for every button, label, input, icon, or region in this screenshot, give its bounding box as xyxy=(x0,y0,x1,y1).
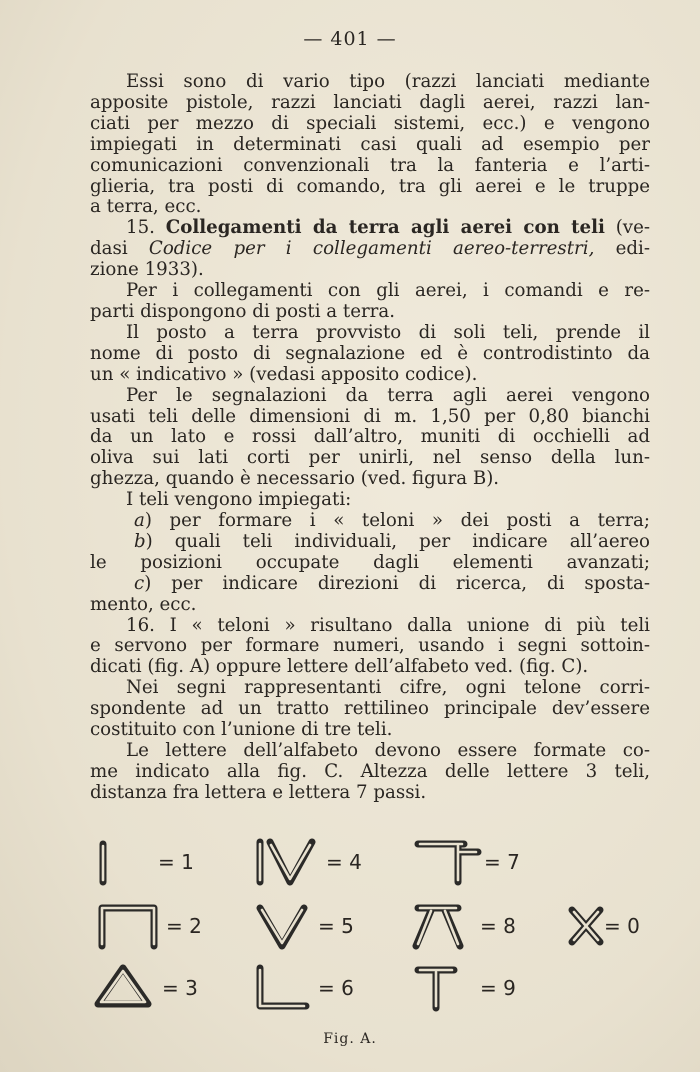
section-15-line-3: zione 1933). xyxy=(90,259,204,281)
text-line: I teli vengono impiegati: xyxy=(126,489,352,511)
body-text xyxy=(90,72,650,804)
text-line: ghezza, quando è necessario (ved. figura B). xyxy=(90,468,500,490)
item-b-line-2: le posizioni occupate dagli elementi avanzati; xyxy=(90,551,650,573)
item-c-letter: c xyxy=(134,572,145,594)
text-line: comunicazioni convenzionali tra la fanteria e l’arti- xyxy=(90,154,650,176)
section-15-line-2 xyxy=(90,239,650,260)
section-15-text-end: edi- xyxy=(594,238,650,260)
item-c-text: ) per indicare direzioni di ricerca, di sposta- xyxy=(144,572,650,594)
eight-shape-icon xyxy=(410,902,466,950)
text-line: oliva sui lati corti per unirli, nel senso della lun- xyxy=(90,447,650,469)
text-line: Il posto a terra provvisto di soli teli, prende il xyxy=(126,321,650,343)
l-shape-icon xyxy=(254,964,312,1012)
text-line: usati teli delle dimensioni di m. 1,50 per 0,80 bianchi xyxy=(90,405,650,427)
text-line: glieria, tra posti di comando, tra gli aerei e le truppe xyxy=(90,175,650,197)
text-line: dicati (fig. A) oppure lettere dell’alfabeto ved. (fig. C). xyxy=(90,656,589,678)
page-number: — 401 — xyxy=(303,28,397,50)
text-line: Essi sono di vario tipo (razzi lanciati mediante xyxy=(126,71,650,92)
text-line: da un lato e rossi dall’altro, muniti di occhielli ad xyxy=(90,426,650,448)
text-line: impiegati in determinati casi quali ad esempio per xyxy=(90,133,650,155)
text-line: a terra, ecc. xyxy=(90,196,202,218)
item-a-text: ) per formare i « teloni » dei posti a terra; xyxy=(144,510,650,532)
text-line: e servono per formare numeri, usando i segni sottoin- xyxy=(90,635,650,657)
paragraphs-teli xyxy=(90,281,650,511)
text-line: ciati per mezzo di speciali sistemi, ecc.) e vengono xyxy=(90,112,650,134)
text-line: 16. I « teloni » risultano dalla unione di più teli xyxy=(126,614,650,636)
t-shape-icon xyxy=(412,964,460,1012)
pi-shape-icon xyxy=(96,902,160,950)
sign-label: = 4 xyxy=(326,850,362,874)
sign-label: = 6 xyxy=(318,976,354,1000)
v-shape-icon xyxy=(254,902,310,950)
text-line: un « indicativo » (vedasi apposito codice). xyxy=(90,363,478,385)
item-b-letter: b xyxy=(134,530,146,552)
text-line: Per le segnalazioni da terra agli aerei vengono xyxy=(126,384,650,406)
sign-label: = 1 xyxy=(158,850,194,874)
item-b xyxy=(90,532,650,553)
text-line: distanza fra lettera e lettera 7 passi. xyxy=(90,781,427,803)
section-15-tail: (ve- xyxy=(604,217,650,239)
sign-label: = 7 xyxy=(484,850,520,874)
sign-label: = 3 xyxy=(162,976,198,1000)
section-15-number: 15. xyxy=(126,217,155,239)
sign-label: = 8 xyxy=(480,914,516,938)
paragraphs-teloni xyxy=(90,616,650,804)
section-15-title: Collegamenti da terra agli aerei con teli xyxy=(165,217,605,239)
item-c xyxy=(90,574,650,595)
section-15-text: dasi xyxy=(90,238,149,260)
item-a-letter: a xyxy=(134,510,145,532)
text-line: nome di posto di segnalazione ed è controdistinto da xyxy=(90,342,650,364)
figure-caption: Fig. A. xyxy=(323,1031,377,1047)
text-line: costituito con l’unione di tre teli. xyxy=(90,719,393,741)
text-line: apposite pistole, razzi lanciati dagli aerei, razzi lan- xyxy=(90,91,650,113)
text-line: me indicato alla fig. C. Altezza delle lettere 3 teli, xyxy=(90,760,650,782)
paragraph-rockets xyxy=(90,72,650,218)
triangle-shape-icon xyxy=(92,962,154,1010)
text-line: Per i collegamenti con gli aerei, i comandi e re- xyxy=(126,280,650,302)
x-shape-icon xyxy=(566,904,606,948)
item-b-text: ) quali teli individuali, per indicare all’aereo xyxy=(145,530,650,552)
iv-shape-icon xyxy=(254,838,320,886)
text-line: spondente ad un tratto rettilineo principale dev’essere xyxy=(90,698,650,720)
sign-label: = 2 xyxy=(166,914,202,938)
item-a xyxy=(90,511,650,532)
item-c-line-2: mento, ecc. xyxy=(90,593,197,615)
section-15-line-1 xyxy=(90,218,650,239)
one-bar-icon xyxy=(96,840,110,886)
seven-shape-icon xyxy=(412,838,482,886)
sign-label: = 5 xyxy=(318,914,354,938)
figure-a xyxy=(0,830,700,1060)
text-line: parti dispongono di posti a terra. xyxy=(90,300,396,322)
sign-label: = 0 xyxy=(604,914,640,938)
sign-label: = 9 xyxy=(480,976,516,1000)
text-line: Nei segni rappresentanti cifre, ogni telone corri- xyxy=(126,677,650,699)
text-line: Le lettere dell’alfabeto devono essere formate co- xyxy=(126,740,650,761)
code-reference: Codice per i collegamenti aereo-terrestri, xyxy=(148,238,595,260)
